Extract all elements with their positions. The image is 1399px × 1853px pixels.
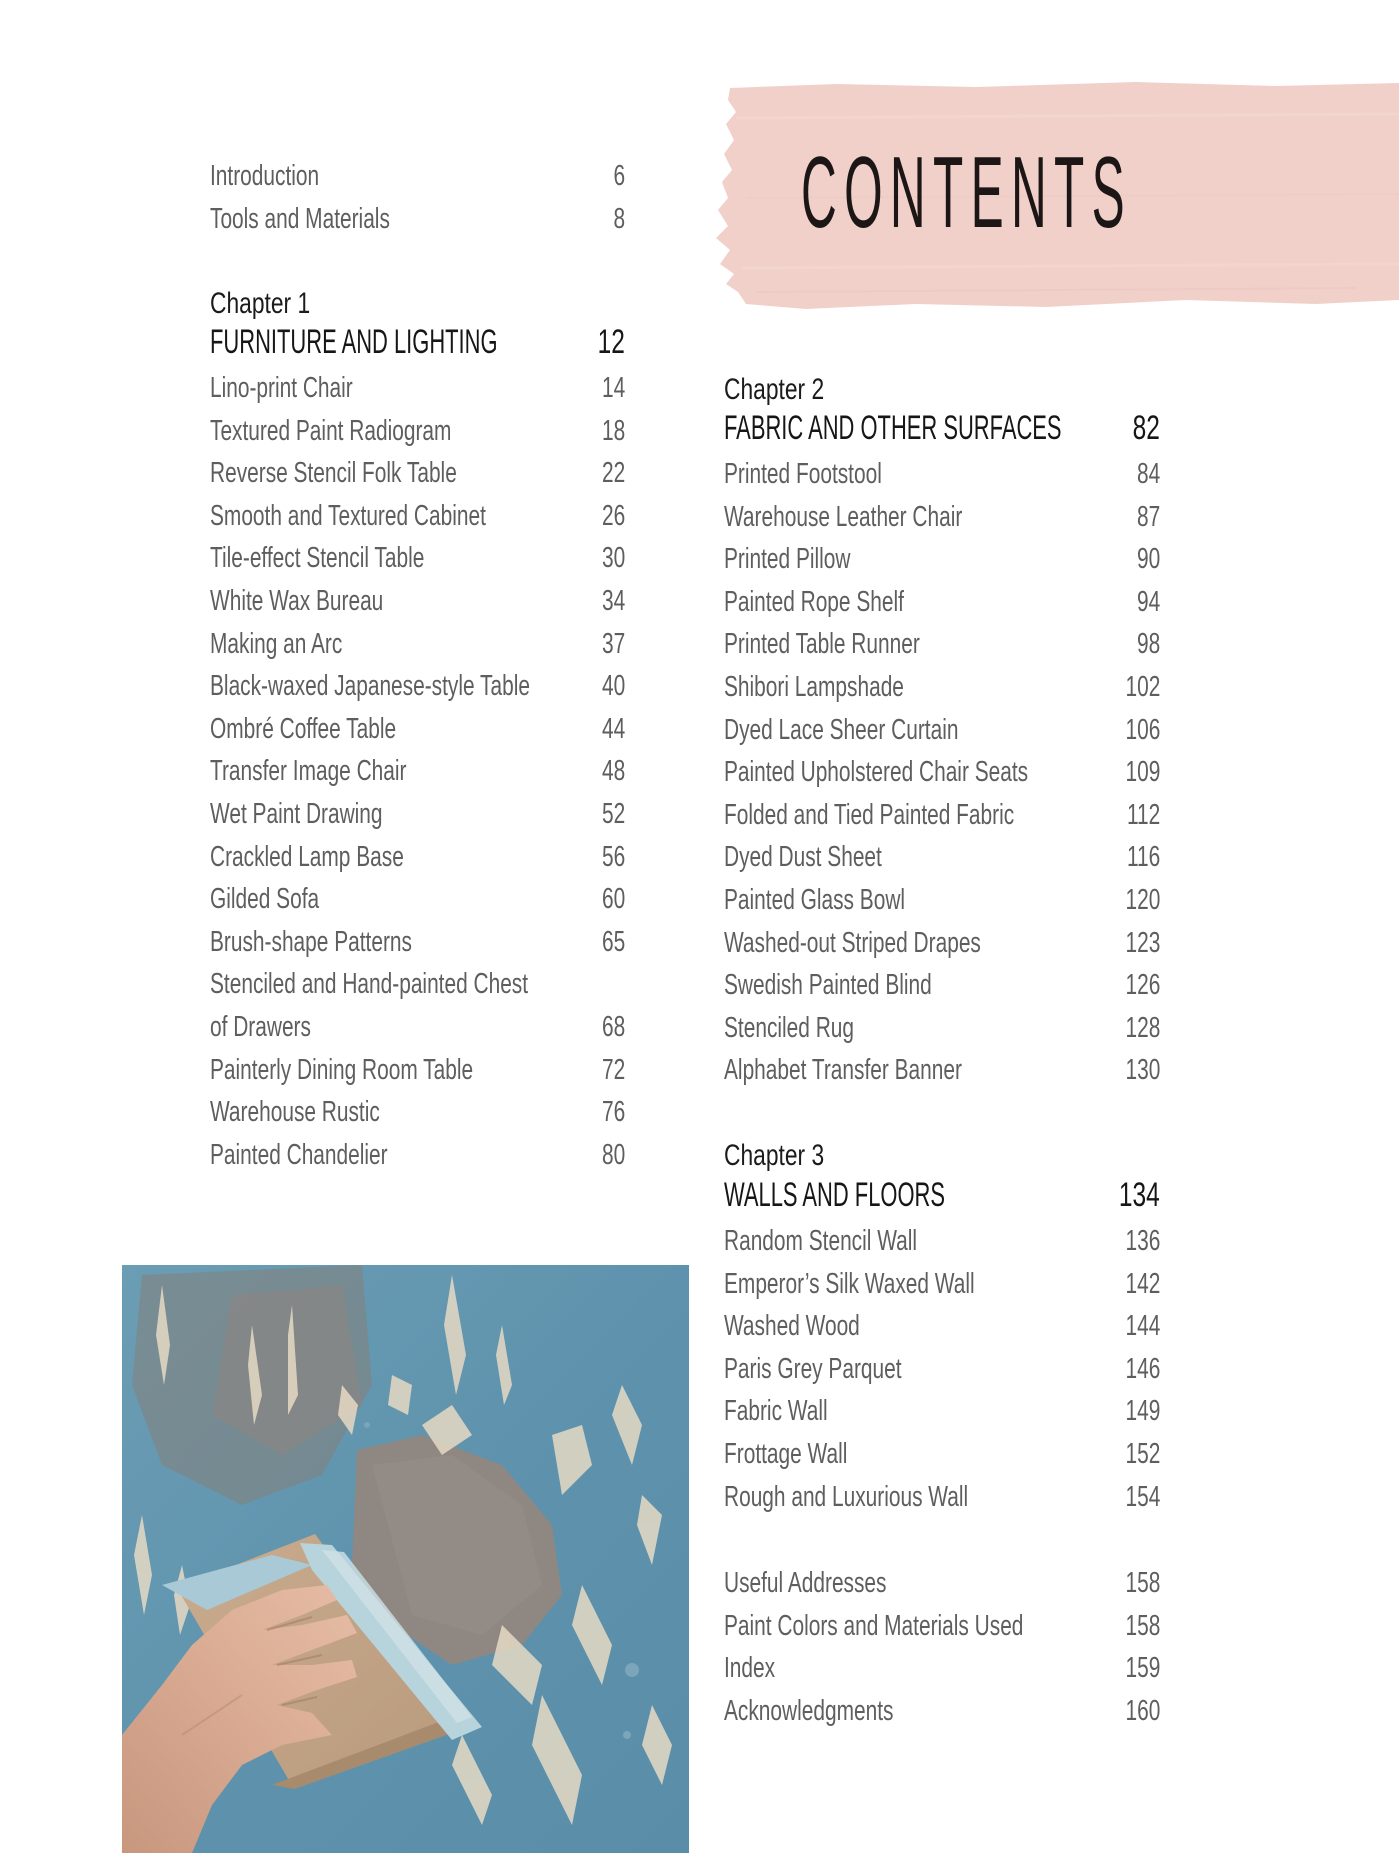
- toc-entry-page: 152: [1125, 1438, 1160, 1470]
- toc-entry-page: 26: [601, 499, 625, 532]
- toc-entry-title: Painted Upholstered Chair Seats: [724, 756, 1029, 789]
- toc-entry-page: 80: [601, 1138, 625, 1171]
- toc-entry[interactable]: [724, 575, 1160, 617]
- toc-entry-title: Transfer Image Chair: [210, 755, 407, 788]
- toc-entry-title: Tile-effect Stencil Table: [210, 542, 425, 575]
- toc-entry[interactable]: [210, 404, 625, 446]
- toc-entry-page: 130: [1125, 1054, 1160, 1087]
- toc-entry[interactable]: [724, 532, 1160, 574]
- toc-entry-page: 76: [601, 1096, 625, 1129]
- toc-entry-title: Swedish Painted Blind: [724, 969, 932, 1002]
- toc-entry[interactable]: [210, 617, 625, 659]
- toc-entry-title: Lino-print Chair: [210, 372, 353, 404]
- toc-entry-page: 158: [1125, 1609, 1160, 1642]
- toc-entry-page: 22: [601, 457, 625, 490]
- toc-entry[interactable]: [210, 659, 625, 701]
- toc-entry-page: 144: [1125, 1310, 1160, 1343]
- toc-entry-page: 126: [1125, 969, 1160, 1002]
- toc-entry-title: Dyed Dust Sheet: [724, 841, 882, 874]
- toc-entry[interactable]: [210, 531, 625, 573]
- toc-entry-title: Brush-shape Patterns: [210, 925, 412, 958]
- toc-entry[interactable]: [724, 1641, 1160, 1683]
- toc-entry[interactable]: [724, 1556, 1160, 1598]
- toc-entry[interactable]: [210, 489, 625, 531]
- toc-entry-page: 18: [601, 414, 625, 447]
- toc-entry-page: 106: [1125, 713, 1160, 746]
- toc-entry[interactable]: [210, 957, 625, 999]
- toc-entry-title: Frottage Wall: [724, 1438, 848, 1470]
- toc-entry[interactable]: [724, 1342, 1160, 1384]
- toc-entry-title: of Drawers: [210, 1011, 311, 1043]
- toc-entry-page: 142: [1125, 1267, 1160, 1300]
- toc-entry-title: Gilded Sofa: [210, 883, 320, 916]
- toc-entry[interactable]: [210, 149, 625, 191]
- chapter-heading[interactable]: [210, 317, 625, 359]
- toc-entry-page: 34: [601, 585, 625, 617]
- toc-entry[interactable]: [210, 744, 625, 786]
- toc-entry-title: Painted Glass Bowl: [724, 884, 906, 916]
- toc-entry[interactable]: [210, 830, 625, 872]
- toc-entry-page: 8: [613, 203, 625, 235]
- toc-entry-page: 52: [601, 798, 625, 830]
- chapter-label: [210, 277, 625, 319]
- toc-entry[interactable]: [724, 830, 1160, 872]
- toc-entry[interactable]: [724, 958, 1160, 1000]
- toc-entry-title: Printed Pillow: [724, 543, 851, 576]
- toc-entry-page: 123: [1125, 926, 1160, 959]
- toc-entry-page: 102: [1125, 671, 1160, 703]
- toc-entry-title: Crackled Lamp Base: [210, 840, 404, 873]
- chapter-number: Chapter 2: [724, 373, 825, 406]
- toc-entry-title: Paris Grey Parquet: [724, 1352, 902, 1385]
- toc-entry[interactable]: [724, 873, 1160, 915]
- toc-entry-title: White Wax Bureau: [210, 585, 384, 617]
- toc-entry[interactable]: [210, 872, 625, 914]
- toc-entry-page: 56: [601, 840, 625, 873]
- toc-entry-page: 48: [601, 755, 625, 788]
- chapter-page: 12: [597, 323, 625, 361]
- toc-entry[interactable]: [210, 915, 625, 957]
- chapter-title: FURNITURE AND LIGHTING: [210, 323, 498, 361]
- toc-entry-title: Emperor’s Silk Waxed Wall: [724, 1267, 975, 1300]
- chapter-page: 134: [1119, 1176, 1160, 1214]
- toc-entry-title: Acknowledgments: [724, 1694, 894, 1727]
- toc-entry-title: Painted Rope Shelf: [724, 585, 904, 618]
- toc-entry[interactable]: [724, 1384, 1160, 1426]
- toc-entry-page: 40: [601, 670, 625, 703]
- toc-entry-page: 136: [1125, 1225, 1160, 1257]
- toc-entry-title: Shibori Lampshade: [724, 671, 904, 703]
- toc-entry-title: Rough and Luxurious Wall: [724, 1480, 969, 1513]
- toc-entry[interactable]: [724, 1257, 1160, 1299]
- toc-entry-title: Warehouse Rustic: [210, 1096, 380, 1129]
- toc-right-column: [724, 0, 1160, 1853]
- toc-entry-page: 37: [601, 627, 625, 660]
- toc-entry-title: Tools and Materials: [210, 203, 390, 235]
- toc-entry[interactable]: [724, 916, 1160, 958]
- toc-entry-title: Painted Chandelier: [210, 1138, 388, 1171]
- toc-entry[interactable]: [210, 787, 625, 829]
- toc-entry[interactable]: [724, 1427, 1160, 1469]
- toc-entry-page: 98: [1136, 628, 1160, 661]
- toc-entry[interactable]: [210, 361, 625, 403]
- toc-entry-title: Washed-out Striped Drapes: [724, 926, 981, 959]
- toc-entry-page: 160: [1125, 1694, 1160, 1727]
- toc-entry-page: 149: [1125, 1395, 1160, 1428]
- toc-entry-title: Fabric Wall: [724, 1395, 828, 1428]
- toc-entry-page: 109: [1125, 756, 1160, 789]
- toc-entry[interactable]: [724, 1043, 1160, 1085]
- toc-entry-title: Smooth and Textured Cabinet: [210, 499, 486, 532]
- toc-entry-page: 146: [1125, 1352, 1160, 1385]
- toc-entry[interactable]: [724, 447, 1160, 489]
- toc-entry[interactable]: [210, 1043, 625, 1085]
- toc-entry[interactable]: [210, 446, 625, 488]
- chapter-label: [724, 363, 1160, 405]
- toc-entry-title: Making an Arc: [210, 627, 343, 660]
- toc-entry[interactable]: [724, 745, 1160, 787]
- toc-entry-title: Folded and Tied Painted Fabric: [724, 798, 1015, 831]
- toc-entry[interactable]: [210, 192, 625, 234]
- toc-entry-page: 68: [601, 1011, 625, 1043]
- toc-entry[interactable]: [210, 1000, 625, 1042]
- toc-entry[interactable]: [724, 1684, 1160, 1726]
- toc-entry-page: 94: [1136, 585, 1160, 618]
- chapter-label: [724, 1129, 1160, 1171]
- toc-entry-page: 65: [601, 925, 625, 958]
- toc-entry-page: 120: [1125, 884, 1160, 916]
- chapter-page: 82: [1132, 409, 1160, 447]
- chapter-number: Chapter 3: [724, 1139, 825, 1172]
- toc-entry-page: 72: [601, 1053, 625, 1086]
- toc-entry-page: 84: [1136, 458, 1160, 490]
- toc-entry[interactable]: [724, 617, 1160, 659]
- toc-entry-page: 116: [1126, 841, 1160, 874]
- toc-entry[interactable]: [210, 702, 625, 744]
- toc-entry-page: 44: [601, 712, 625, 745]
- toc-entry-title: Useful Addresses: [724, 1567, 887, 1599]
- toc-entry-title: Printed Footstool: [724, 458, 882, 490]
- toc-entry-page: 87: [1136, 500, 1160, 533]
- toc-entry[interactable]: [724, 1470, 1160, 1512]
- toc-entry-title: Alphabet Transfer Banner: [724, 1054, 962, 1087]
- chapter-title: WALLS AND FLOORS: [724, 1176, 945, 1214]
- toc-entry-page: 30: [601, 542, 625, 575]
- toc-entry[interactable]: [210, 574, 625, 616]
- toc-entry-title: Washed Wood: [724, 1310, 860, 1343]
- toc-entry[interactable]: [724, 1599, 1160, 1641]
- chapter-number: Chapter 1: [210, 287, 311, 320]
- toc-entry-page: 158: [1125, 1567, 1160, 1599]
- toc-entry-title: Paint Colors and Materials Used: [724, 1609, 1024, 1642]
- toc-entry-title: Painterly Dining Room Table: [210, 1053, 474, 1086]
- toc-entry-title: Random Stencil Wall: [724, 1225, 918, 1257]
- toc-entry-page: 14: [601, 372, 625, 404]
- toc-entry[interactable]: [724, 788, 1160, 830]
- toc-entry[interactable]: [724, 1214, 1160, 1256]
- toc-entry-title: Warehouse Leather Chair: [724, 500, 963, 533]
- toc-entry-title: Introduction: [210, 160, 320, 192]
- toc-entry-page: 128: [1125, 1011, 1160, 1044]
- toc-entry[interactable]: [724, 660, 1160, 702]
- toc-entry-title: Stenciled and Hand-painted Chest: [210, 968, 529, 1001]
- photo-illustration: [122, 1265, 689, 1853]
- toc-entry-page: 90: [1136, 543, 1160, 576]
- toc-entry-title: Ombré Coffee Table: [210, 712, 397, 745]
- toc-entry-title: Textured Paint Radiogram: [210, 414, 452, 447]
- toc-entry[interactable]: [210, 1085, 625, 1127]
- toc-entry-title: Printed Table Runner: [724, 628, 920, 661]
- toc-entry-page: 112: [1126, 798, 1160, 831]
- toc-entry-title: Wet Paint Drawing: [210, 798, 383, 830]
- chapter-heading[interactable]: [724, 1170, 1160, 1212]
- toc-entry-title: Stenciled Rug: [724, 1011, 855, 1044]
- page-title: CONTENTS: [801, 137, 1132, 249]
- hand-spreading-paint-photo: [122, 1265, 689, 1853]
- toc-entry[interactable]: [724, 1001, 1160, 1043]
- toc-entry-title: Black-waxed Japanese-style Table: [210, 670, 530, 703]
- toc-entry-title: Dyed Lace Sheer Curtain: [724, 713, 959, 746]
- toc-entry[interactable]: [724, 490, 1160, 532]
- toc-entry-title: Reverse Stencil Folk Table: [210, 457, 457, 490]
- chapter-title: FABRIC AND OTHER SURFACES: [724, 409, 1062, 447]
- toc-entry-title: Index: [724, 1652, 776, 1685]
- toc-entry[interactable]: [724, 1299, 1160, 1341]
- toc-entry-page: 154: [1125, 1480, 1160, 1513]
- chapter-heading[interactable]: [724, 403, 1160, 445]
- toc-entry-page: 6: [613, 160, 625, 192]
- toc-entry-page: 60: [601, 883, 625, 916]
- toc-entry[interactable]: [724, 703, 1160, 745]
- toc-entry-page: 159: [1125, 1652, 1160, 1685]
- toc-entry[interactable]: [210, 1128, 625, 1170]
